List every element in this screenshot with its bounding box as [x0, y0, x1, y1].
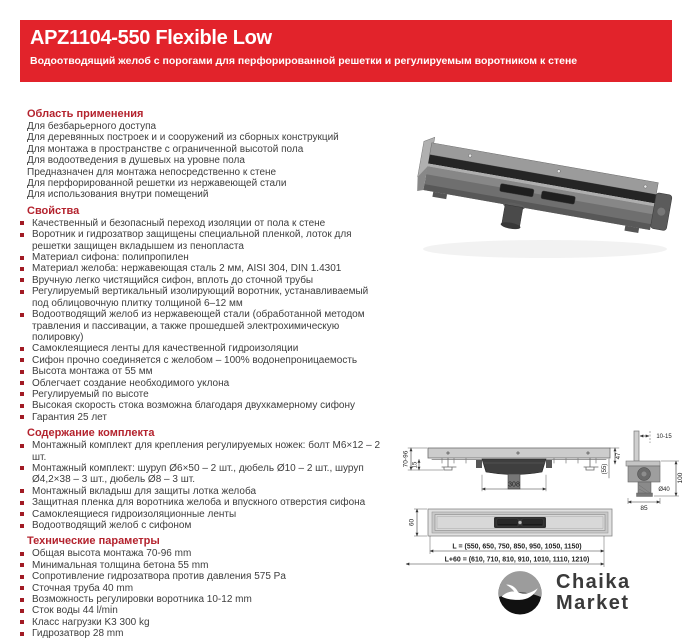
brand-logo [497, 570, 631, 616]
header-banner [20, 20, 672, 82]
bullet-square [20, 575, 24, 579]
list-item-text: Гарантия 25 лет [32, 411, 107, 423]
list-item-text: Вручную легко чистящийся сифон, вплоть до сточной трубы [32, 274, 314, 286]
list-item [20, 628, 383, 639]
bullet-square [20, 501, 24, 505]
list-item [20, 252, 383, 263]
bullet-square [20, 313, 24, 317]
dim-label-wall-gap: 10-15 [656, 434, 672, 440]
bullet-square [20, 278, 24, 282]
list-item-text: Сифон прочно соединяется с желобом – 100% водонепроницаемость [32, 354, 358, 366]
list-item [20, 440, 383, 463]
dim-label-height-foot: 15 [412, 461, 419, 469]
list-item-text: Облегчает создание необходимого уклона [32, 377, 230, 389]
list-item-text: Защитная пленка для воротника желоба и впускного отверстия сифона [32, 497, 366, 509]
bullet-square [20, 444, 24, 448]
list-item-text: Сопротивление гидрозатвора против давления 575 Pa [32, 571, 286, 583]
list-item-text: Качественный и безопасный переход изоляции от пола к стене [32, 217, 326, 229]
dim-label-height-range: 70-96 [402, 450, 410, 468]
brand-name [556, 572, 631, 614]
list-item [20, 263, 383, 274]
dim-label-siphon-width: 308 [508, 481, 520, 489]
list-item-text: Сточная труба 40 mm [32, 582, 134, 594]
seagull-icon [497, 570, 543, 616]
section-heading: Свойства [27, 204, 80, 217]
bullet-square [20, 347, 24, 351]
bullet-square [20, 404, 24, 408]
list-item [20, 366, 383, 377]
bullet-square [20, 267, 24, 271]
bullet-square [20, 392, 24, 396]
bullet-square [20, 290, 24, 294]
list-item [20, 486, 383, 497]
list-item-text: Регулируемый вертикальный изолирующий воротник, устанавливаемый под облицовочную плитку толщиной 6–12 мм [32, 286, 369, 309]
list-item [20, 412, 383, 423]
list-item-text: Возможность регулировки воротника 10-12 mm [32, 594, 252, 606]
product-subtitle: Водоотводящий желоб с порогами для перфорированной решетки и регулируемым воротником к стене [30, 55, 578, 67]
list-item: Для использования внутри помещений [27, 189, 209, 201]
bullet-square [20, 563, 24, 567]
list-item [20, 560, 383, 571]
section-list [27, 218, 383, 423]
front-view [403, 448, 623, 491]
list-item-text: Сток воды 44 l/min [32, 605, 118, 617]
list-item-text: Регулируемый по высоте [32, 388, 149, 400]
list-item-text: Гидрозатвор 28 mm [32, 628, 124, 640]
list-item: Для безбарьерного доступа [27, 121, 157, 132]
list-item [20, 594, 383, 605]
list-item-text: Воротник и гидрозатвор защищены специальной пленкой, лоток для решетки защищен вкладышем из пенопласта [32, 229, 352, 252]
bullet-square [20, 620, 24, 624]
list-item [20, 617, 383, 628]
list-item-text: Монтажный комплект: шуруп Ø6×50 – 2 шт., дюбель Ø10 – 2 шт., шуруп Ø4,2×38 – 3 шт., дюбель Ø8 – 3 шт. [32, 462, 364, 486]
dim-label-top-width: 60 [408, 518, 416, 527]
list-item [20, 275, 383, 286]
list-item [20, 355, 383, 366]
list-item-text: Водоотводящий желоб из нержавеющей стали (обработанной методом травления и пассивации, а также прошедшей электрохимическую полировку) [32, 309, 365, 343]
list-item-text: Высота монтажа от 55 мм [32, 366, 153, 378]
technical-drawing [398, 423, 690, 573]
dim-label-length-plus-row: L+60 = (610, 710, 810, 910, 1010, 1110, 1210) [444, 556, 590, 564]
bullet-square [20, 221, 24, 225]
bullet-square [20, 524, 24, 528]
section-list [27, 121, 383, 201]
list-item: Для монтажа в пространстве с ограниченной высотой пола [27, 143, 304, 155]
spec-columns [27, 104, 383, 640]
section-tech-params [27, 535, 383, 639]
bullet-square [20, 489, 24, 493]
brand-name-line2: Market [556, 592, 630, 614]
bullet-square [20, 609, 24, 613]
list-item [20, 583, 383, 594]
dim-label-height-paren: (55) [602, 463, 608, 475]
bullet-square [20, 512, 24, 516]
bullet-square [20, 233, 24, 237]
bullet-square [20, 598, 24, 602]
list-item [20, 343, 383, 354]
bullet-square [20, 552, 24, 556]
list-item [20, 509, 383, 520]
list-item [20, 548, 383, 559]
product-photo [403, 133, 685, 301]
product-title: APZ1104-550 Flexible Low [30, 27, 272, 49]
list-item [20, 520, 383, 531]
bullet-square [20, 632, 24, 636]
list-item [20, 229, 383, 252]
list-item-text: Материал сифона: полипропилен [32, 252, 189, 264]
top-view [406, 509, 612, 567]
bullet-square [20, 256, 24, 260]
brand-name-line1: Chaika [556, 571, 631, 593]
list-item [20, 463, 383, 486]
list-item [20, 605, 383, 616]
dim-label-side-depth: 85 [640, 505, 648, 512]
list-item: Для деревянных построек и и сооружений из сборных конструкций [27, 132, 339, 144]
bullet-square [20, 586, 24, 590]
list-item-text: Высокая скорость стока возможна благодаря двухкамерному сифону [32, 400, 356, 412]
list-item: Предназначен для монтажа непосредственно к стене [27, 166, 277, 178]
dim-label-height-right: 47 [616, 452, 622, 460]
list-item-text: Монтажный вкладыш для защиты лотка желоба [32, 485, 256, 497]
list-item-text: Самоклеящиеся ленты для качественной гидроизоляции [32, 343, 299, 355]
list-item-text: Общая высота монтажа 70-96 mm [32, 548, 192, 560]
list-item [20, 571, 383, 582]
section-kit-contents [27, 427, 383, 531]
list-item [20, 389, 383, 400]
bullet-square [20, 370, 24, 374]
list-item [20, 497, 383, 508]
list-item [20, 378, 383, 389]
list-item [20, 218, 383, 229]
section-heading: Область применения [27, 108, 144, 120]
list-item-text: Материал желоба: нержавеющая сталь 2 мм, AISI 304, DIN 1.4301 [32, 263, 342, 275]
list-item [20, 286, 383, 309]
list-item [20, 309, 383, 343]
dim-label-pipe-diameter: Ø40 [658, 487, 670, 493]
list-item [20, 400, 383, 411]
section-properties [27, 205, 383, 423]
section-list [27, 440, 383, 531]
list-item-text: Водоотводящий желоб с сифоном [32, 520, 192, 531]
list-item: Для перфорированной решетки из нержавеющей стали [27, 178, 287, 190]
list-item-text: Минимальная толщина бетона 55 mm [32, 559, 209, 571]
side-view [626, 431, 684, 512]
bullet-square [20, 381, 24, 385]
bullet-square [20, 466, 24, 470]
list-item-text: Монтажный комплект для крепления регулируемых ножек: болт М6×12 – 2 шт. [32, 440, 381, 463]
dim-label-side-height: 100 [677, 472, 684, 484]
list-item-text: Класс нагрузки K3 300 kg [32, 616, 150, 628]
section-heading: Технические параметры [27, 535, 160, 548]
bullet-square [20, 358, 24, 362]
section-heading: Содержание комплекта [27, 427, 155, 440]
dim-label-length-row: L = (550, 650, 750, 850, 950, 1050, 1150) [452, 543, 582, 551]
section-list [27, 548, 383, 639]
list-item: Для водоотведения в душевых на уровне пола [27, 155, 245, 167]
list-item-text: Самоклеящиеся гидроизоляционные ленты [32, 508, 237, 520]
bullet-square [20, 415, 24, 419]
section-application [27, 108, 383, 201]
